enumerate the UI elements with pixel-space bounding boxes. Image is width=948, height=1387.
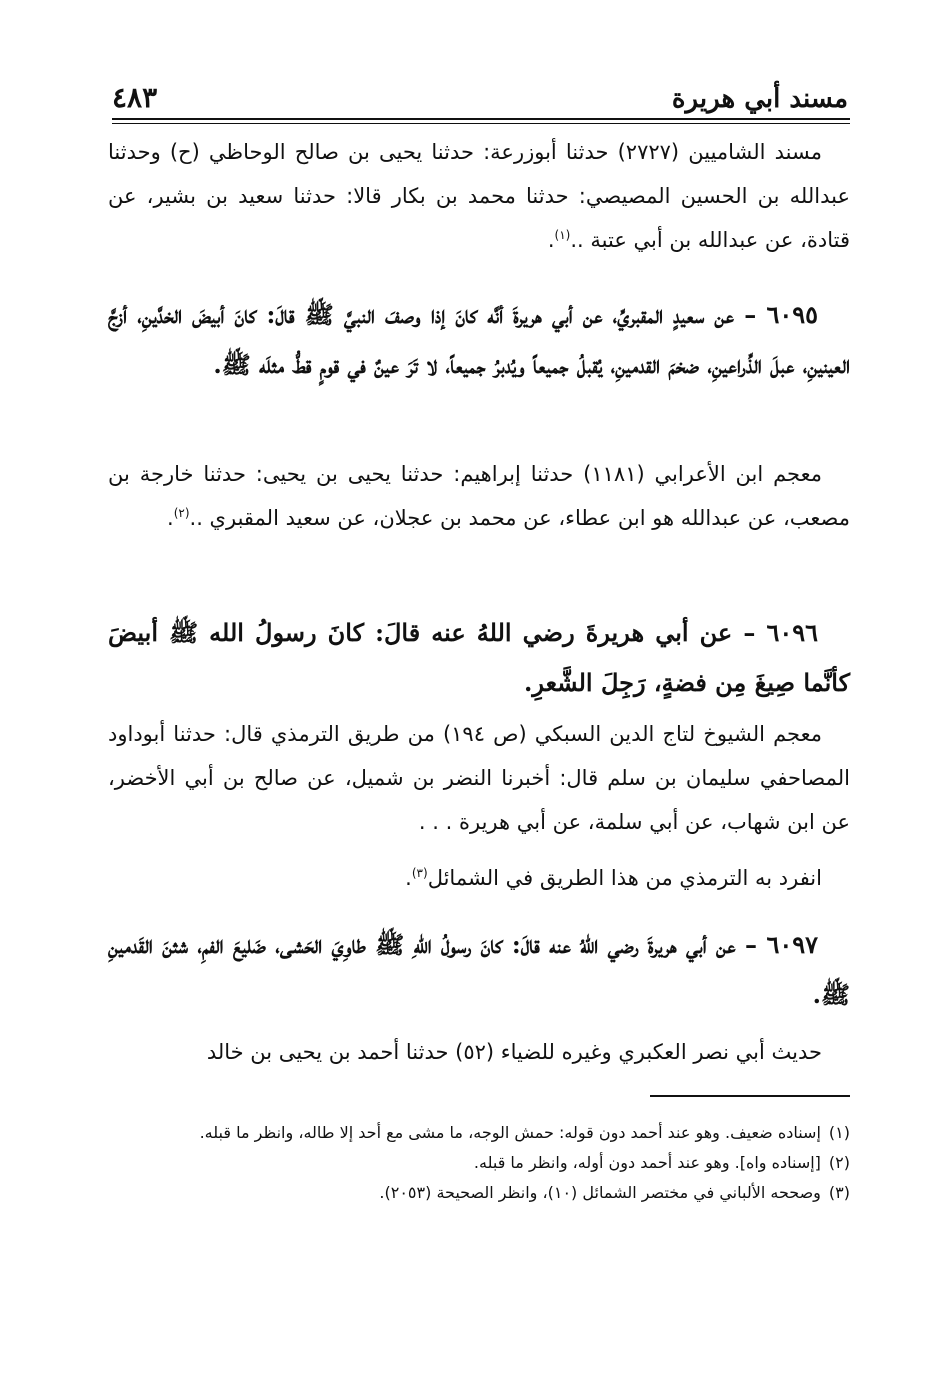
footnote-separator bbox=[650, 1095, 850, 1097]
footnote-text: وصححه الألباني في مختصر الشمائل (١٠)، وانظر الصحيحة (٢٠٥٣). bbox=[379, 1183, 821, 1202]
footnote-number: (٣) bbox=[828, 1183, 850, 1202]
footnote-3 bbox=[108, 1178, 850, 1208]
source-text: معجم ابن الأعرابي (١١٨١) حدثنا إبراهيم: حدثنا يحيى بن يحيى: حدثنا خارجة بن مصعب، عن عبدالله هو ابن عطاء، عن محمد بن عجلان، عن سعيد المقبري .. bbox=[108, 462, 850, 530]
footnote-ref-1[interactable]: (١) bbox=[554, 228, 571, 242]
source-paragraph-6095: معجم ابن الأعرابي (١١٨١) حدثنا إبراهيم: حدثنا يحيى بن يحيى: حدثنا خارجة بن مصعب، عن عبدالله هو ابن عطاء، عن محمد بن عجلان، عن سعيد المقبري ..$^{(٢)}$. bbox=[108, 462, 850, 530]
source-paragraph-6096 bbox=[108, 712, 850, 844]
note-text: انفرد به الترمذي من هذا الطريق في الشمائل bbox=[427, 866, 822, 890]
footnote-text: [إسناده واه]. وهو عند أحمد دون أوله، وانظر ما قبله. bbox=[473, 1153, 821, 1172]
running-head bbox=[112, 70, 848, 114]
source-text: حديث أبي نصر العكبري وغيره للضياء (٥٢) حدثنا أحمد بن يحيى بن خالد bbox=[206, 1040, 822, 1064]
footnote-number: (١) bbox=[828, 1123, 850, 1142]
hadith-6095 bbox=[108, 290, 850, 390]
footnote-1 bbox=[108, 1118, 850, 1148]
page-number: ٤٨٣ bbox=[112, 81, 158, 114]
footnote-2 bbox=[108, 1148, 850, 1178]
header-rule-thin bbox=[112, 123, 850, 124]
hadith-text: ٦٠٩٧ – عن أبي هريرةَ رضي اللهُ عنه قالَ: كانَ رسولُ اللهِ ﷺ طاوِيَ الحَشى، ضَليعَ الفمِ، شثنَ القَدمينِ ﷺ. bbox=[108, 930, 850, 1009]
source-paragraph-6094: مسند الشاميين (٢٧٢٧) حدثنا أبوزرعة: حدثنا يحيى بن صالح الوحاظي (ح) وحدثنا عبدالله بن الحسين المصيصي: حدثنا محمد بن بكار قالا: حدثنا سعيد بن بشير، عن قتادة، عن عبدالله بن أبي عتبة ..$^{(١)}$. bbox=[108, 140, 850, 252]
header-rule bbox=[112, 118, 850, 120]
source-paragraph-6097 bbox=[108, 1030, 850, 1074]
hadith-6097 bbox=[108, 920, 850, 1020]
source-note-6096: انفرد به الترمذي من هذا الطريق في الشمائل$^{(٣)}$. bbox=[405, 866, 822, 890]
footnote-number: (٢) bbox=[828, 1153, 850, 1172]
hadith-6096 bbox=[108, 608, 850, 708]
source-text: معجم الشيوخ لتاج الدين السبكي (ص ١٩٤) من طريق الترمذي قال: حدثنا أبوداود المصاحفي سليمان بن سلم قال: أخبرنا النضر بن شميل، عن صالح بن أبي الأخضر، عن ابن شهاب، عن أبي سلمة، عن أبي هريرة . . . bbox=[108, 722, 850, 834]
hadith-text: ٦٠٩٦ – عن أبي هريرةَ رضي اللهُ عنه قالَ: كانَ رسولُ الله ﷺ أبيضَ كأنَّما صِيغَ مِن فضةٍ، رَجِلَ الشَّعرِ. bbox=[108, 618, 850, 697]
running-title: مسند أبي هريرة bbox=[671, 84, 848, 114]
hadith-text: ٦٠٩٥ – عن سعيدٍ المقبريِّ، عن أبي هريرةَ أنَّه كانَ إذا وصفَ النبيَّ ﷺ قالَ: كانَ أبيضَ الخدَّينِ، أزجَّ العينينِ، عبلَ الذِّراعينِ، ضخمَ القدمينِ، يُقبلُ جميعاً ويُدبرُ جميعاً، لا تَرَ عينٌ في قومٍ قطُّ مثلَه ﷺ. bbox=[108, 300, 850, 379]
footnote-text: إسناده ضعيف. وهو عند أحمد دون قوله: حمش الوجه، ما مشى مع أحد إلا طاله، وانظر ما قبله. bbox=[199, 1123, 821, 1142]
source-text: مسند الشاميين (٢٧٢٧) حدثنا أبوزرعة: حدثنا يحيى بن صالح الوحاظي (ح) وحدثنا عبدالله بن الحسين المصيصي: حدثنا محمد بن بكار قالا: حدثنا سعيد بن بشير، عن قتادة، عن عبدالله بن أبي عتبة .. bbox=[108, 140, 850, 252]
footnote-ref-3[interactable]: (٣) bbox=[411, 866, 428, 880]
footnotes bbox=[108, 1118, 850, 1208]
footnote-ref-2[interactable]: (٢) bbox=[173, 506, 190, 520]
